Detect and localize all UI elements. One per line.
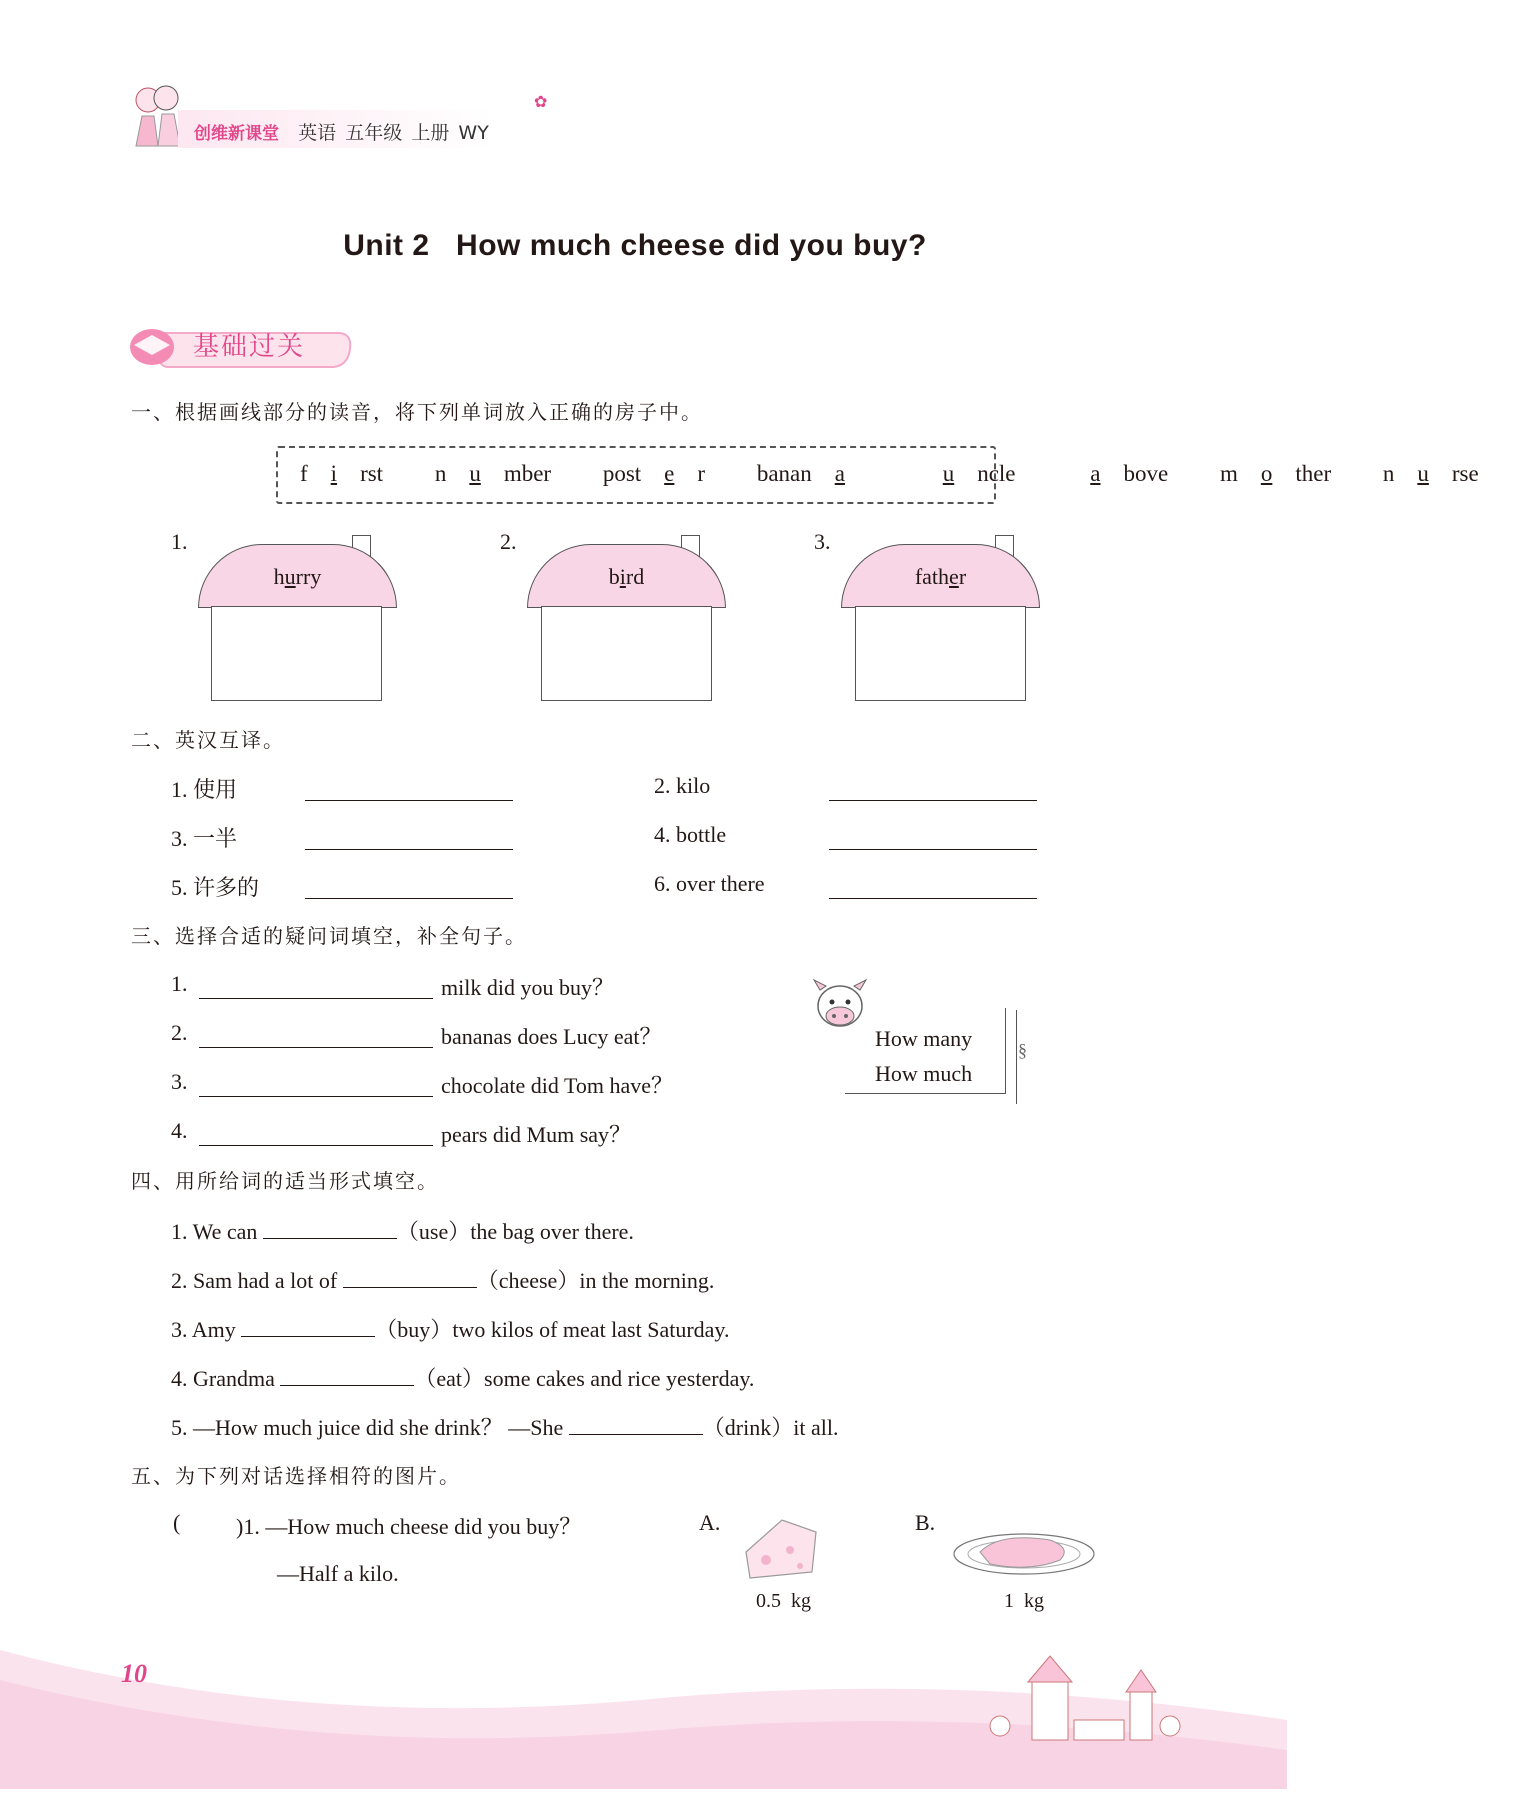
answer-blank[interactable] [305,875,513,899]
house-number: 2. [500,529,517,554]
answer-blank[interactable] [829,826,1037,850]
house-word: hurry [273,564,322,589]
answer-blank[interactable] [829,777,1037,801]
answer-blank[interactable] [280,1367,414,1386]
option-how-much: How much [875,1061,973,1086]
house-answer-box[interactable] [855,606,1026,701]
answer-blank[interactable] [241,1318,375,1337]
question-text: milk did you buy？ [441,975,614,1000]
header-edition: WY [458,122,489,144]
option-how-many: How many [875,1026,973,1051]
answer-blank[interactable] [569,1416,703,1435]
choice-caption-b: 1 kg [1004,1590,1044,1612]
options-bracket [1010,1010,1017,1104]
section5-heading: 五、为下列对话选择相符的图片。 [131,1464,461,1488]
question-number: 1. [171,971,188,996]
dialogue-answer: —Half a kilo. [277,1561,399,1586]
house-number: 1. [171,529,188,554]
translate-item: 2. kilo [654,773,711,798]
translate-item: 1. 使用 [171,777,238,802]
question-text: pears did Mum say？ [441,1122,632,1147]
section2-heading: 二、英汉互译。 [131,728,285,752]
word-item: f i rst [300,461,384,486]
answer-blank[interactable] [199,1122,433,1146]
question-number: 2. [171,1020,188,1045]
translate-item: 3. 一半 [171,826,238,851]
answer-blank[interactable] [199,1024,433,1048]
tail-icon: § [1018,1040,1027,1060]
choice-label-b: B. [915,1510,936,1535]
word-item: a bove [1090,461,1169,486]
page-number: 10 [121,1659,147,1688]
translate-item: 4. bottle [654,822,727,847]
translate-item: 6. over there [654,871,765,896]
answer-blank[interactable] [199,975,433,999]
answer-blank[interactable] [263,1220,397,1239]
brand-logo: 创维新课堂 [194,124,279,144]
dialogue-question: )1. —How much cheese did you buy？ [236,1514,582,1539]
header-volume: 上册 [411,122,450,144]
section3-heading: 三、选择合适的疑问词填空，补全句子。 [131,924,527,948]
badge-label: 基础过关 [193,332,306,362]
house-number: 3. [814,529,831,554]
fill-sentence: 1. We can （use）the bag over there. [171,1219,634,1244]
question-number: 4. [171,1118,188,1143]
word-item: m o ther [1219,461,1332,486]
choice-caption-a: 0.5 kg [756,1590,811,1612]
word-item: banan a [756,461,845,486]
answer-blank[interactable] [305,777,513,801]
house-word: father [914,564,967,589]
word-item: u ncle [942,461,1016,486]
answer-blank[interactable] [829,875,1037,899]
question-number: 3. [171,1069,188,1094]
castle-icon [970,1650,1190,1745]
fill-sentence: 3. Amy （buy）two kilos of meat last Saturday. [171,1317,730,1342]
page-title: Unit 2 How much cheese did you buy? [343,229,927,262]
question-text: bananas does Lucy eat？ [441,1024,662,1049]
house-word: bird [608,564,645,589]
answer-blank[interactable] [305,826,513,850]
question-text: chocolate did Tom have？ [441,1073,674,1098]
word-item: post e r [602,461,706,486]
fill-sentence: 2. Sam had a lot of （cheese）in the morning. [171,1268,715,1293]
cheese-icon [742,1512,820,1582]
section1-heading: 一、根据画线部分的读音，将下列单词放入正确的房子中。 [131,400,703,424]
word-bank-list [300,461,1525,487]
section4-heading: 四、用所给词的适当形式填空。 [131,1169,439,1193]
answer-bracket[interactable]: ( [173,1510,181,1535]
fill-sentence: 4. Grandma （eat）some cakes and rice yesterday. [171,1366,755,1391]
choice-label-a: A. [699,1510,721,1535]
meat-plate-icon [950,1526,1098,1578]
flower-icon: ✿ [534,94,548,111]
house-answer-box[interactable] [211,606,382,701]
word-item: n u rse [1382,461,1479,486]
answer-blank[interactable] [199,1073,433,1097]
translate-item: 5. 许多的 [171,875,260,900]
header-line [194,118,489,145]
answer-blank[interactable] [343,1269,477,1288]
fill-sentence: 5. —How much juice did she drink？ —She （drink）it all. [171,1415,839,1440]
house-answer-box[interactable] [541,606,712,701]
header-subject: 英语 [298,122,337,144]
header-grade: 五年级 [345,122,403,144]
word-item: n u mber [434,461,552,486]
